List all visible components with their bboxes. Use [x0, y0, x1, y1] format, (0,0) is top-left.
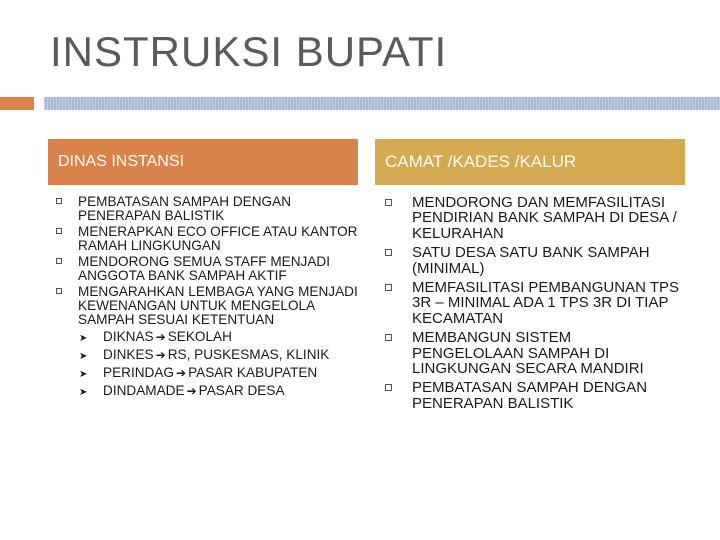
target-name: PASAR DESA [198, 383, 285, 398]
list-item [375, 195, 685, 241]
right-arrow-icon: ➔ [176, 366, 187, 380]
target-name: PASAR KABUPATEN [188, 365, 318, 380]
list-item [375, 280, 685, 326]
title-rule-bar [44, 97, 720, 110]
instruction-list [48, 195, 358, 398]
square-bullet-icon [56, 258, 62, 264]
arrowhead-bullet-icon: ➤ [79, 333, 88, 344]
slide-title: INSTRUKSI BUPATI [50, 28, 448, 75]
arrowhead-bullet-icon: ➤ [79, 351, 88, 362]
list-item-text: SATU DESA SATU BANK SAMPAH (MINIMAL) [412, 244, 650, 277]
list-item-text: MENERAPKAN ECO OFFICE ATAU KANTOR RAMAH LINGKUNGAN [78, 224, 358, 253]
square-bullet-icon [385, 249, 392, 256]
list-item [48, 225, 358, 253]
target-name: RS, PUSKESMAS, KLINIK [167, 347, 330, 362]
square-bullet-icon [56, 198, 62, 204]
list-item-text: MEMBANGUN SISTEM PENGELOLAAN SAMPAH DI LINGKUNGAN SECARA MANDIRI [412, 329, 644, 378]
list-item-text: MENGARAHKAN LEMBAGA YANG MENJADI KEWENANGAN UNTUK MENGELOLA SAMPAH SESUAI KETENTUAN [78, 284, 358, 327]
list-item [375, 330, 685, 376]
agency-name: DINKES [103, 347, 154, 362]
list-item-text: MEMFASILITASI PEMBANGUNAN TPS 3R – MINIMAL ADA 1 TPS 3R DI TIAP KECAMATAN [412, 279, 679, 327]
arrowhead-bullet-icon: ➤ [79, 387, 88, 398]
title-rule-accent [0, 97, 34, 110]
square-bullet-icon [385, 199, 392, 206]
list-item [375, 380, 685, 411]
sub-list-item [78, 330, 358, 344]
list-item-text: PEMBATASAN SAMPAH DENGAN PENERAPAN BALISTIK [412, 379, 648, 412]
column-camat-kades-kalur [375, 139, 685, 415]
arrowhead-bullet-icon: ➤ [79, 369, 88, 380]
square-bullet-icon [56, 288, 62, 294]
sub-list-item [78, 366, 358, 380]
column-dinas-instansi [48, 139, 358, 402]
list-item [48, 285, 358, 398]
square-bullet-icon [385, 384, 392, 391]
instruction-list [375, 195, 685, 411]
list-item [375, 245, 685, 276]
sub-list [78, 330, 358, 398]
list-item-text: PEMBATASAN SAMPAH DENGAN PENERAPAN BALISTIK [78, 194, 292, 223]
column-header: DINAS INSTANSI [48, 139, 358, 185]
list-item-text: MENDORONG DAN MEMFASILITASI PENDIRIAN BANK SAMPAH DI DESA / KELURAHAN [412, 194, 677, 242]
agency-name: DINDAMADE [103, 383, 185, 398]
sub-list-item [78, 384, 358, 398]
right-arrow-icon: ➔ [155, 330, 166, 344]
square-bullet-icon [385, 334, 392, 341]
list-item [48, 255, 358, 283]
right-arrow-icon: ➔ [186, 384, 197, 398]
right-arrow-icon: ➔ [155, 348, 166, 362]
list-item-text: MENDORONG SEMUA STAFF MENJADI ANGGOTA BANK SAMPAH AKTIF [78, 254, 331, 283]
list-item [48, 195, 358, 223]
agency-name: PERINDAG [103, 365, 175, 380]
square-bullet-icon [385, 284, 392, 291]
square-bullet-icon [56, 228, 62, 234]
sub-list-item [78, 348, 358, 362]
column-header: CAMAT /KADES /KALUR [375, 139, 685, 185]
target-name: SEKOLAH [167, 329, 232, 344]
agency-name: DIKNAS [103, 329, 154, 344]
